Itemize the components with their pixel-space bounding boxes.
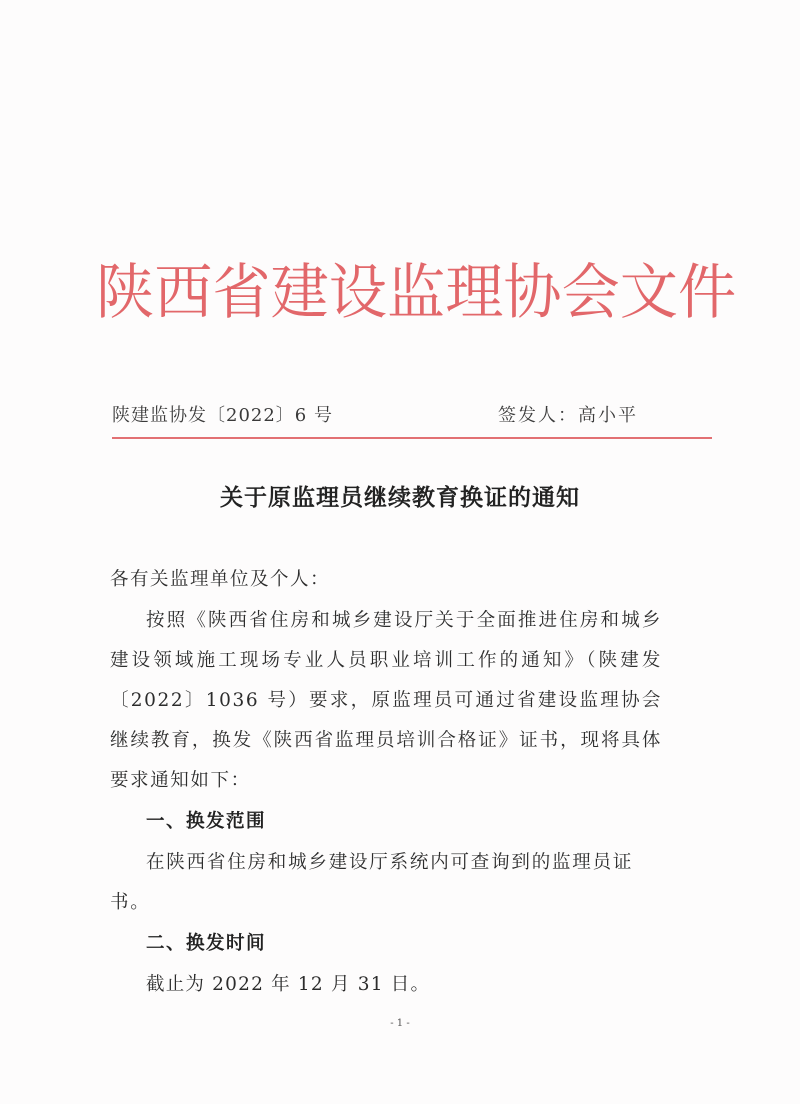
- salutation: 各有关监理单位及个人：: [110, 569, 331, 590]
- section-text-time: 截止为 2022 年 12 月 31 日。: [146, 974, 431, 995]
- section-text-scope: 在陕西省住房和城乡建设厅系统内可查询到的监理员证书。: [110, 852, 634, 913]
- signer-line: 签发人：高小平: [498, 405, 638, 426]
- document-masthead: 陕西省建设监理协会文件: [96, 258, 737, 328]
- intro-paragraph: 按照《陕西省住房和城乡建设厅关于全面推进住房和城乡建设领域施工现场专业人员职业培训工作的通知》（陕建发〔2022〕1036 号）要求，原监理员可通过省建设监理协会继续教育，换发《陕西省监理员培训合格证》证书，现将具体要求通知如下：: [110, 610, 662, 791]
- section-heading-scope: 一、换发范围: [146, 811, 267, 832]
- page-number: - 1 -: [390, 1018, 410, 1029]
- section-heading-time: 二、换发时间: [146, 933, 267, 954]
- notice-title: 关于原监理员继续教育换证的通知: [220, 485, 580, 511]
- red-separator-line: [112, 437, 712, 439]
- document-number: 陕建监协发〔2022〕6 号: [112, 405, 333, 426]
